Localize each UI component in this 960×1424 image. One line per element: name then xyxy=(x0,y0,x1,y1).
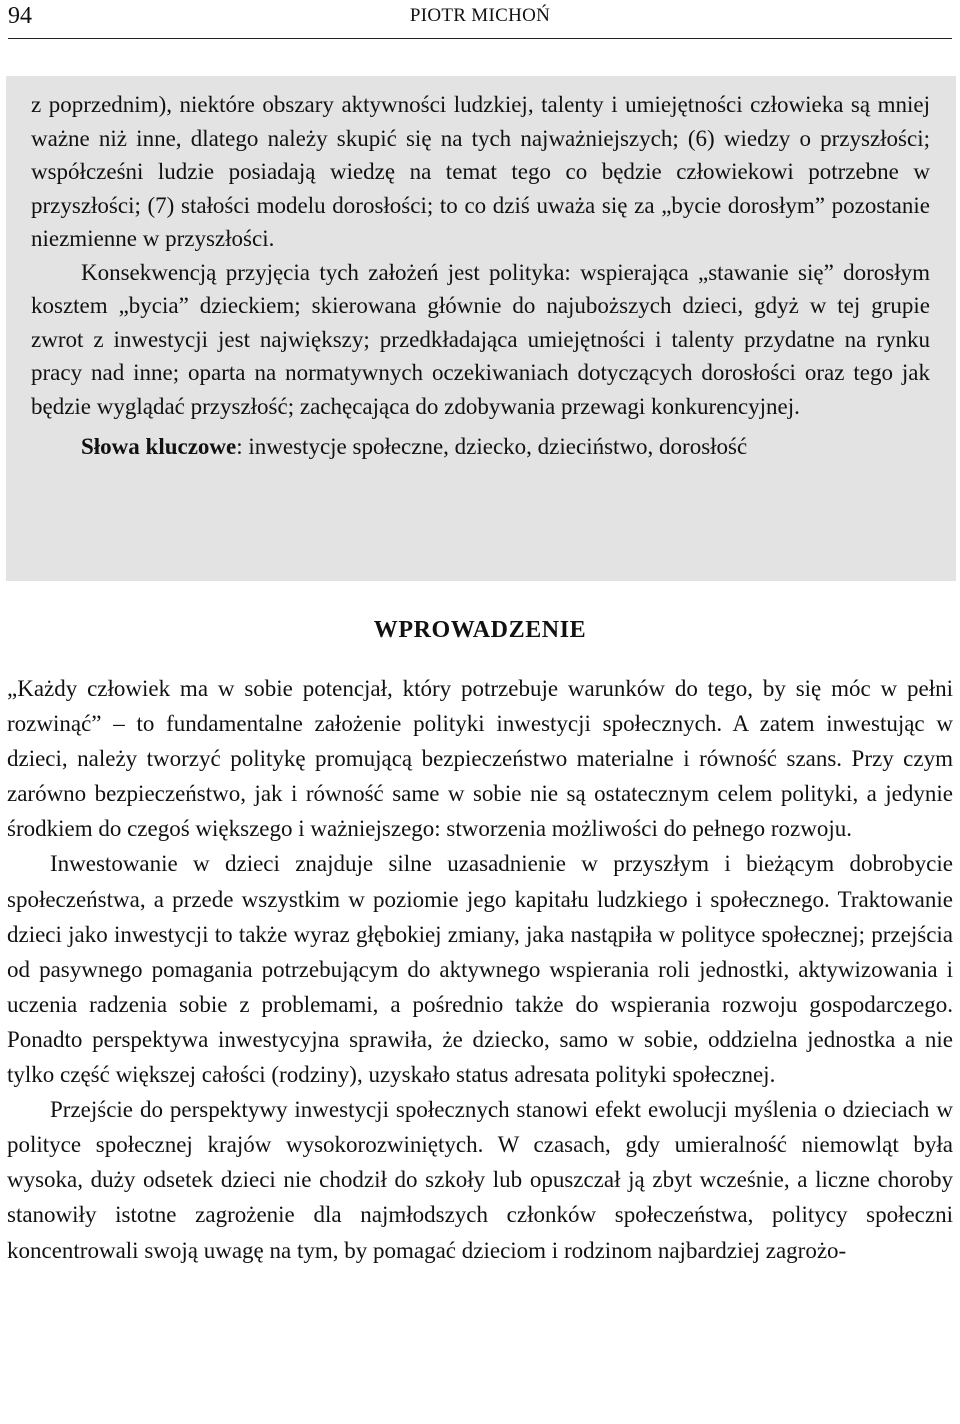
body-paragraph: Przejście do perspektywy inwestycji społecznych stanowi efekt ewolucji myślenia o dzieciach w polityce społecznej krajów wysokorozwiniętych. W czasach, gdy umieralność niemowląt była wysoka, duży odsetek dzieci nie chodził do szkoły lub opuszczał ją zbyt wcześnie, a liczne choroby stanowiły istotne zagrożenie dla najmłodszych członków społeczeństwa, politycy społeczni koncentrowali swoją uwagę na tym, by pomagać dzieciom i rodzinom najbardziej zagrożo- xyxy=(7,1097,953,1263)
page-number: 94 xyxy=(8,3,32,29)
keywords-text: : inwestycje społeczne, dziecko, dzieciństwo, dorosłość xyxy=(236,434,748,459)
keywords-label: Słowa kluczowe xyxy=(81,434,237,459)
section-heading: WPROWADZENIE xyxy=(373,617,587,643)
abstract-paragraph: Konsekwencją przyjęcia tych założeń jest polityka: wspierająca „stawanie się” dorosłym kosztem „bycia” dzieckiem; skierowana głównie do najuboższych dzieci, gdyż w tej grupie zwrot z inwestycji jest największy; przedkładająca umiejętności i talenty przydatne na rynku pracy nad inne; oparta na normatywnych oczekiwaniach dotyczących dorosłości oraz tego jak będzie wyglądać przyszłość; zachęcająca do zdobywania przewagi konkurencyjnej. xyxy=(31,259,930,419)
running-head: PIOTR MICHOŃ xyxy=(409,5,551,26)
body-text xyxy=(7,671,953,1268)
keywords-line xyxy=(31,430,930,464)
body-paragraph: „Każdy człowiek ma w sobie potencjał, który potrzebuje warunków do tego, by się móc w pełni rozwinąć” – to fundamentalne założenie polityki inwestycji społecznych. A zatem inwestując w dzieci, należy tworzyć politykę promującą bezpieczeństwo materialne i równość szans. Przy czym zarówno bezpieczeństwo, jak i równość same w sobie nie są ostatecznym celem polityki, a jedynie środkiem do czegoś większego i ważniejszego: stworzenia możliwości do pełnego rozwoju. xyxy=(7,676,953,842)
abstract-paragraph: z poprzednim), niektóre obszary aktywności ludzkiej, talenty i umiejętności człowieka są mniej ważne niż inne, dlatego należy skupić się na tych najważniejszych; (6) wiedzy o przyszłości; współcześni ludzie posiadają wiedzę na temat tego co będzie człowiekowi potrzebne w przyszłości; (7) stałości modelu dorosłości; to co dziś uważa się za „bycie dorosłym” pozostanie niezmienne w przyszłości. xyxy=(31,92,930,251)
abstract-box xyxy=(6,76,956,581)
body-paragraph: Inwestowanie w dzieci znajduje silne uzasadnienie w przyszłym i bieżącym dobrobycie społeczeństwa, a przede wszystkim w poziomie jego kapitału ludzkiego i społecznego. Traktowanie dzieci jako inwestycji to także wyraz głębokiej zmiany, jaka nastąpiła w polityce społecznej; przejścia od pasywnego pomagania potrzebującym do aktywnego wspierania roli jednostki, aktywizowania i uczenia radzenia sobie z problemami, a pośrednio także do wspierania rozwoju gospodarczego. Ponadto perspektywa inwestycyjna sprawiła, że dziecko, samo w sobie, oddzielna jednostka a nie tylko część większej całości (rodziny), uzyskało status adresata polityki społecznej. xyxy=(7,851,953,1088)
page-header xyxy=(8,0,952,39)
